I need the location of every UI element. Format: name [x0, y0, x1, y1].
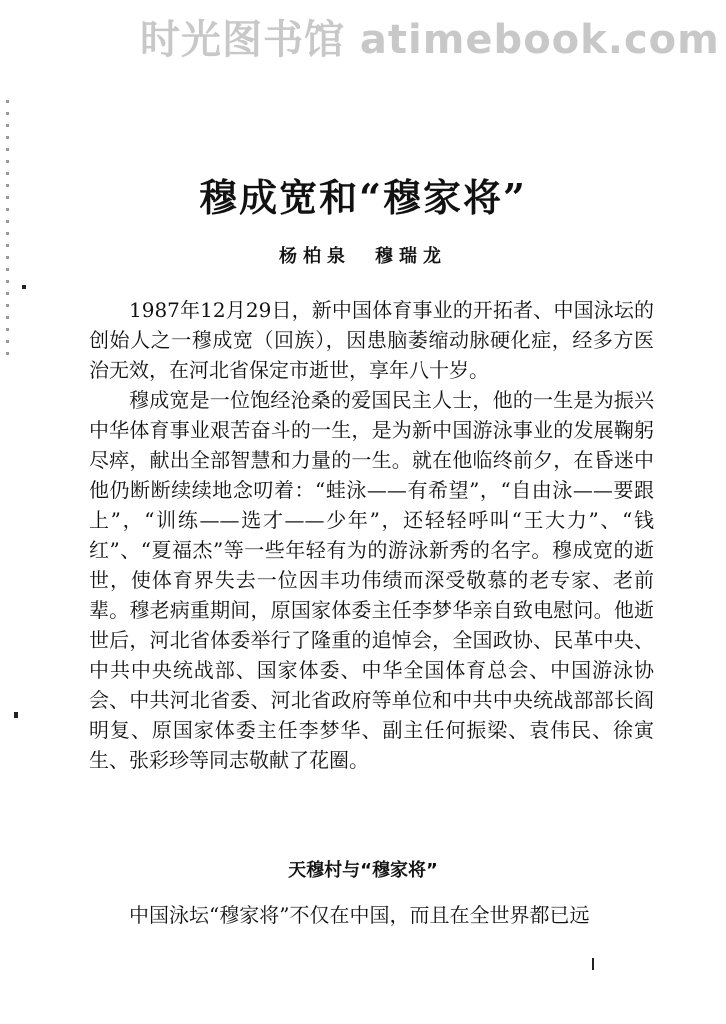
scan-speck	[592, 958, 594, 970]
article-title: 穆成宽和“穆家将”	[199, 175, 527, 221]
paragraph: 中国泳坛“穆家将”不仅在中国，而且在全世界都已远	[129, 903, 590, 927]
scan-speck	[14, 712, 18, 718]
watermark: 时光图书馆 atimebook.com	[140, 17, 720, 63]
scan-speck	[22, 285, 26, 289]
margin-scan-marks	[6, 100, 9, 360]
article-authors: 杨柏泉 穆瑞龙	[279, 246, 447, 267]
paragraph: 穆成宽是一位饱经沧桑的爱国民主人士，他的一生是为振兴中华体育事业艰苦奋斗的一生，是为新中国游泳事业的发展鞠躬尽瘁，献出全部智慧和力量的一生。就在他临终前夕，在昏迷中他仍断断续续地念叨着：“蛙泳——有希望”，“自由泳——要跟上”，“训练——选才——少年”，还轻轻呼叫“王大力”、“钱红”、“夏福杰”等一些年轻有为的游泳新秀的名字。穆成宽的逝世，使体育界失去一位因丰功伟绩而深受敬慕的老专家、老前辈。穆老病重期间，原国家体委主任李梦华亲自致电慰问。他逝世后，河北省体委举行了隆重的追悼会，全国政协、民革中央、中共中央统战部、国家体委、中华全国体育总会、中国游泳协会、中共河北省委、河北省政府等单位和中共中央统战部部长阎明复、原国家体委主任李梦华、副主任何振梁、袁伟民、徐寅生、张彩珍等同志敬献了花圈。	[89, 388, 654, 772]
paragraph: 1987年12月29日，新中国体育事业的开拓者、中国泳坛的创始人之一穆成宽（回族），因患脑萎缩动脉硬化症，经多方医治无效，在河北省保定市逝世，享年八十岁。	[89, 298, 654, 382]
article-body	[89, 295, 654, 775]
section-heading: 天穆村与“穆家将”	[288, 860, 438, 881]
